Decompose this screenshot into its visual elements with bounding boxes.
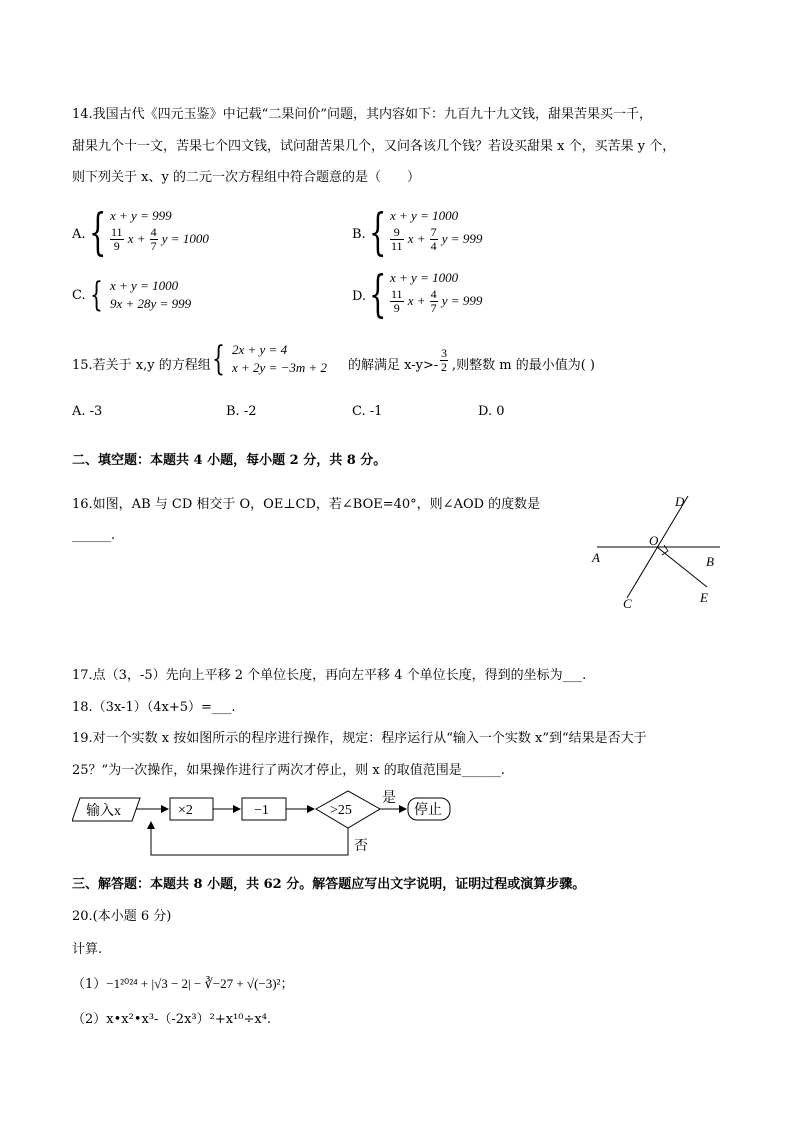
label-c: C — [623, 596, 632, 611]
brace: { — [369, 265, 387, 323]
brace: { — [90, 275, 103, 315]
q19-line2: 25？”为一次操作，如果操作进行了两次才停止，则 x 的取值范围是______. — [72, 763, 505, 778]
q15-option-a: A. -3 — [72, 404, 103, 419]
input-text: 输入x — [86, 804, 121, 819]
q14-line3: 则下列关于 x、y 的二元一次方程组中符合题意的是（ ） — [72, 170, 420, 185]
label-d: D — [675, 494, 685, 509]
brace: { — [212, 339, 225, 379]
q20-part1-label: （1） — [72, 977, 107, 992]
option-c-label: C. — [72, 288, 86, 303]
option-c-eq2: 9x + 28y = 999 — [110, 296, 192, 311]
q14-line1: 14.我国古代《四元玉鉴》中记载“二果问价”问题，其内容如下：九百九十九文钱，甜果苦果买一千， — [72, 107, 652, 122]
brace: { — [89, 203, 107, 261]
q20-part1-expr: −1²⁰²⁴ + |√3 − 2| − ∛−27 + √(−3)²； — [106, 976, 294, 991]
brace: { — [369, 203, 387, 261]
q15-eq1: 2x + y = 4 — [232, 342, 288, 357]
q17-text: 17.点（3，-5）先向上平移 2 个单位长度，再向左平移 4 个单位长度，得到的坐标为___. — [72, 668, 587, 683]
q15-middle: 的解满足 x-y>- — [348, 358, 439, 373]
q16-blank: ______. — [72, 528, 116, 543]
minus1-text: −1 — [254, 803, 269, 818]
q15-option-c: C. -1 — [352, 404, 383, 419]
label-b: B — [706, 554, 714, 569]
option-d-eq2: $\frac{11}{9}$ x + $\frac{4}{7}$ y = 999 — [391, 287, 483, 315]
q20-part2: （2）x•x²•x³-（-2x³）²+x¹⁰÷x⁴. — [72, 1012, 272, 1027]
compare-text: >25 — [330, 803, 352, 818]
label-a: A — [592, 550, 600, 565]
q15-eq2: x + 2y = −3m + 2 — [232, 360, 328, 375]
option-d-label: D. — [352, 289, 367, 304]
q20-title: 20.(本小题 6 分) — [72, 909, 172, 924]
q20-instruction: 计算. — [72, 942, 103, 957]
q15-suffix: ,则整数 m 的最小值为( ) — [452, 358, 596, 373]
option-d-eq1: x + y = 1000 — [390, 270, 459, 285]
option-a-label: A. — [72, 227, 86, 242]
stop-text: 停止 — [414, 803, 442, 818]
option-b-label: B. — [352, 227, 366, 242]
label-e: E — [700, 590, 708, 605]
q19-line1: 19.对一个实数 x 按如图所示的程序进行操作，规定：程序运行从“输入一个实数 x”到“结果是否大于 — [72, 731, 647, 746]
q20-part1 — [72, 973, 293, 992]
q16-figure — [585, 490, 735, 615]
q15-prefix: 15.若关于 x,y 的方程组 — [72, 358, 211, 373]
q19-flowchart — [72, 788, 462, 860]
q18-text: 18.（3x-1）（4x+5）=___. — [72, 700, 236, 715]
option-a-eq2: $\frac{11}{9}$ x + $\frac{4}{7}$ y = 1000 — [111, 225, 209, 253]
option-c-eq1: x + y = 1000 — [110, 278, 179, 293]
q15-fraction: $\frac{3}{2}$ — [441, 346, 447, 374]
loop-arrow — [151, 822, 348, 855]
yes-label: 是 — [382, 791, 396, 806]
label-o: O — [649, 533, 659, 548]
option-a-eq1: x + y = 999 — [110, 208, 172, 223]
q14-line2: 甜果九个十一文，苦果七个四文钱，试问甜苦果几个，又问各该几个钱？若设买甜果 x 个，买苦果 y 个， — [72, 139, 676, 154]
q15-option-d: D. 0 — [478, 404, 505, 419]
section-2-heading: 二、填空题：本题共 4 小题，每小题 2 分，共 8 分。 — [72, 453, 387, 468]
no-label: 否 — [354, 839, 368, 854]
section-3-heading: 三、解答题：本题共 8 小题，共 62 分。解答题应写出文字说明，证明过程或演算步骤。 — [72, 877, 586, 892]
q15-option-b: B. -2 — [226, 404, 257, 419]
option-b-eq1: x + y = 1000 — [390, 208, 459, 223]
q16-text: 16.如图，AB 与 CD 相交于 O，OE⊥CD，若∠BOE=40°，则∠AOD 的度数是 — [72, 497, 541, 512]
option-b-eq2: $\frac{9}{11}$ x + $\frac{7}{4}$ y = 999 — [391, 225, 483, 253]
times2-text: ×2 — [178, 803, 193, 818]
